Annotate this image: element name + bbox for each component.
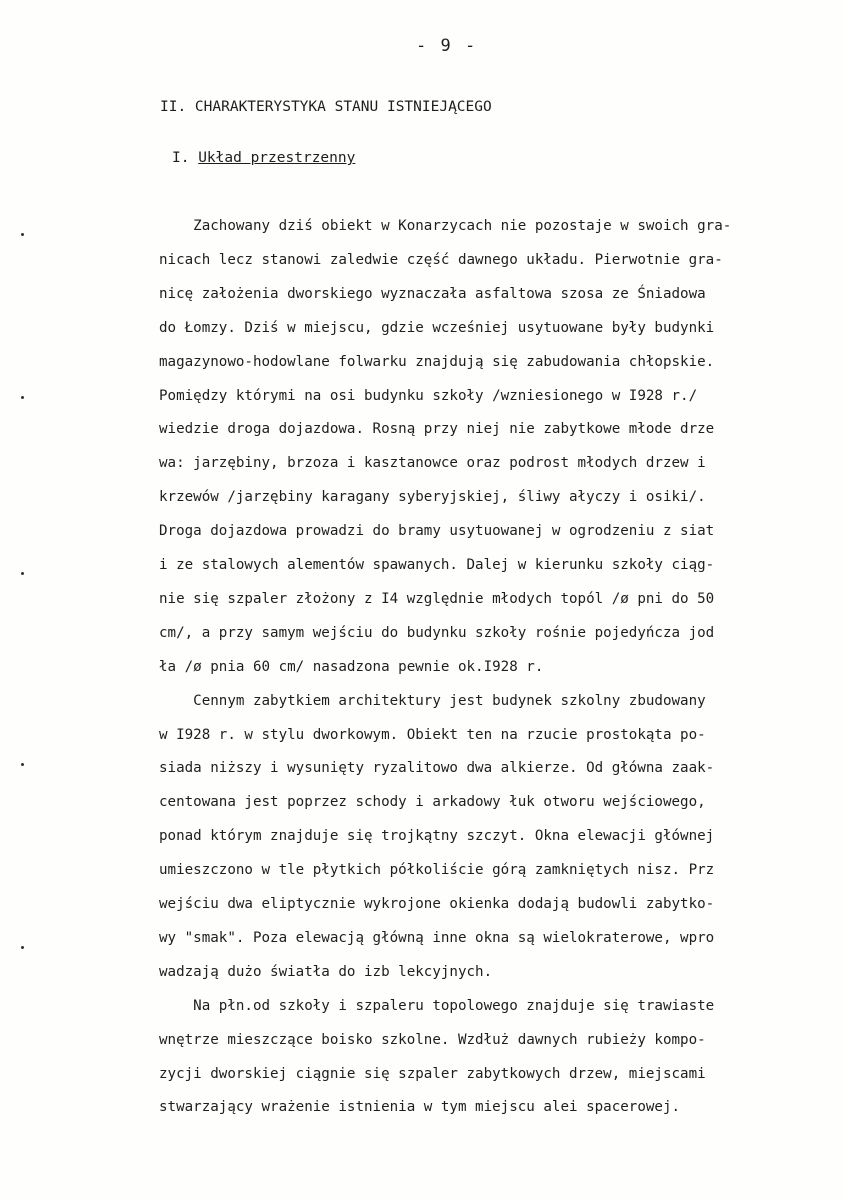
text-line: ła /ø pnia 60 cm/ nasadzona pewnie ok.I928 r. (159, 658, 544, 675)
text-line: krzewów /jarzębiny karagany syberyjskiej, śliwy ałyczy i osiki/. (159, 489, 706, 506)
text-line: i ze stalowych alementów spawanych. Dalej w kierunku szkoły ciąg- (159, 557, 715, 573)
subsection-title: Układ przestrzenny (198, 150, 356, 166)
subsection-number: I. (172, 150, 190, 166)
punch-mark (21, 396, 24, 399)
text-line: w I928 r. w stylu dworkowym. Obiekt ten na rzucie prostokąta po- (159, 726, 706, 743)
text-line: Zachowany dziś obiekt w Konarzycach nie pozostaje w swoich gra- (159, 218, 732, 234)
punch-mark (21, 763, 24, 766)
text-line: Na płn.od szkoły i szpaleru topolowego znajduje się trawiaste (159, 997, 715, 1014)
text-line: ponad którym znajduje się trojkątny szczyt. Okna elewacji głównej (159, 828, 715, 845)
text-line: zycji dworskiej ciągnie się szpaler zabytkowych drzew, miejscami (159, 1065, 706, 1082)
text-line: wadzają dużo światła do izb lekcyjnych. (159, 963, 493, 980)
text-line: wa: jarzębiny, brzoza i kasztanowce oraz podrost młodych drzew i (159, 455, 706, 472)
text-line: magazynowo-hodowlane folwarku znajdują się zabudowania chłopskie. (159, 353, 715, 370)
punch-mark (21, 572, 24, 575)
text-line: do Łomzy. Dziś w miejscu, gdzie wcześniej usytuowane były budynki (159, 319, 715, 336)
text-line: wnętrze mieszczące boisko szkolne. Wzdłuż dawnych rubieży kompo- (159, 1031, 706, 1048)
text-line: umieszczono w tle płytkich półkoliście górą zamkniętych nisz. Prz (159, 862, 715, 879)
text-line: nicę założenia dworskiego wyznaczała asfaltowa szosa ze Śniadowa (159, 285, 706, 302)
text-line: Cennym zabytkiem architektury jest budynek szkolny zbudowany (159, 692, 706, 709)
text-line: siada niższy i wysunięty ryzalitowo dwa alkierze. Od główna zaak- (159, 760, 715, 777)
page-number: - 9 - (416, 36, 478, 56)
text-line: nie się szpaler złożony z I4 względnie młodych topól /ø pni do 50 (159, 590, 715, 607)
text-line: wejściu dwa eliptycznie wykrojone okienka dodają budowli zabytko- (159, 896, 715, 912)
text-line: Droga dojazdowa prowadzi do bramy usytuowanej w ogrodzeniu z siat (159, 523, 715, 540)
text-line: cm/, a przy samym wejściu do budynku szkoły rośnie pojedyńcza jod (159, 624, 715, 641)
punch-mark (21, 946, 24, 949)
text-line: stwarzający wrażenie istnienia w tym miejscu alei spacerowej. (159, 1099, 681, 1116)
section-heading: II. CHARAKTERYSTYKA STANU ISTNIEJĄCEGO (160, 99, 492, 115)
text-line: wy "smak". Poza elewacją główną inne okna są wielokraterowe, wpro (159, 929, 715, 946)
subsection-heading (172, 150, 355, 166)
text-line: nicach lecz stanowi zaledwie część dawnego układu. Pierwotnie gra- (159, 251, 723, 268)
text-line: wiedzie droga dojazdowa. Rosną przy niej nie zabytkowe młode drze (159, 421, 715, 438)
punch-mark (21, 233, 24, 236)
text-line: Pomiędzy którymi na osi budynku szkoły /wzniesionego w I928 r./ (159, 387, 698, 404)
text-line: centowana jest poprzez schody i arkadowy łuk otworu wejściowego, (159, 794, 706, 811)
